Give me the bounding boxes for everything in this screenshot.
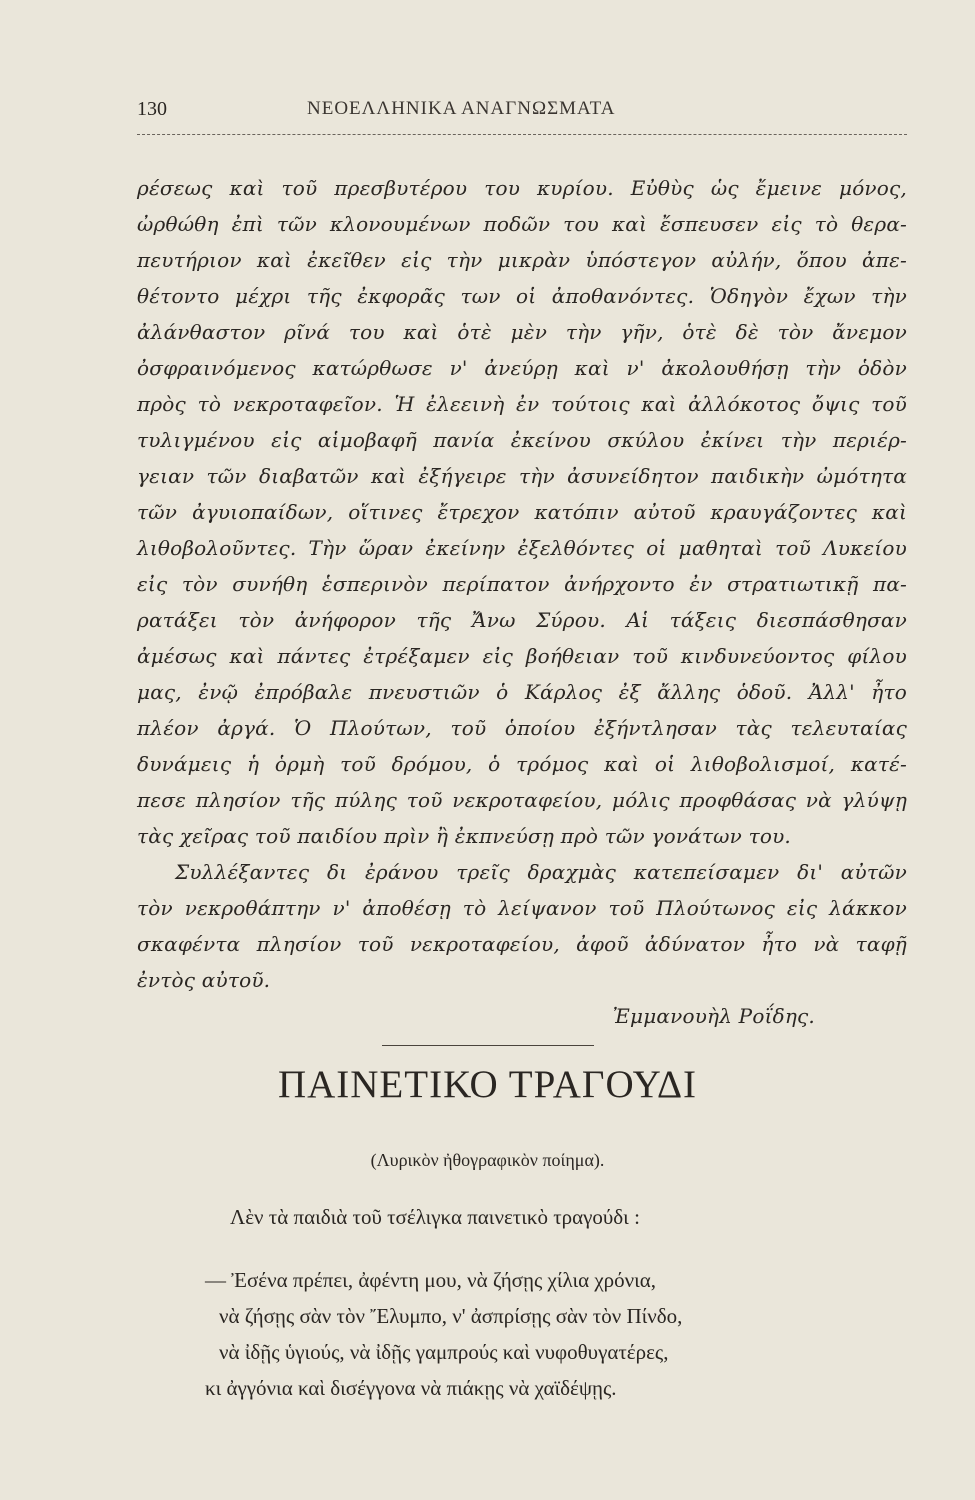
running-title: ΝΕΟΕΛΛΗΝΙΚΑ ΑΝΑΓΝΩΣΜΑΤΑ <box>307 98 616 119</box>
author-signature: Ἐμμανουὴλ Ροΐδης. <box>612 1004 815 1028</box>
poem-verse: — Ἐσένα πρέπει, ἀφέντη μου, νὰ ζήσῃς χίλια χρόνια, <box>205 1268 657 1292</box>
text-line: ὠρθώθη ἐπὶ τῶν κλονουμένων ποδῶν του καὶ ἔσπευσεν εἰς τὸ θερα- <box>137 212 907 236</box>
poem-title: ΠΑΙΝΕΤΙΚΟ ΤΡΑΓΟΥΔΙ <box>277 1063 698 1106</box>
poem-stanza <box>205 1262 682 1406</box>
text-line: σκαφέντα πλησίον τοῦ νεκροταφείου, ἀφοῦ ἀδύνατον ἦτο νὰ ταφῇ <box>137 932 907 956</box>
poem-verse: νὰ ἰδῇς ὑγιούς, νὰ ἰδῇς γαμπρούς καὶ νυφοθυγατέρες, <box>219 1340 669 1364</box>
text-line: Συλλέξαντες δι ἐράνου τρεῖς δραχμὰς κατεπείσαμεν δι' αὐτῶν <box>175 860 907 884</box>
text-line: τῶν ἀγυιοπαίδων, οἵτινες ἔτρεχον κατόπιν αὐτοῦ κραυγάζοντες καὶ <box>137 500 907 524</box>
poem-verse: νὰ ζήσῃς σὰν τὸν Ἔλυμπο, ν' ἀσπρίσῃς σὰν τὸν Πίνδο, <box>219 1304 683 1328</box>
text-line: πευτήριον καὶ ἐκεῖθεν εἰς τὴν μικρὰν ὑπόστεγον αὐλήν, ὅπου ἀπε- <box>137 248 907 272</box>
text-line: εἰς τὸν συνήθη ἑσπερινὸν περίπατον ἀνήρχοντο ἐν στρατιωτικῇ πα- <box>137 572 907 596</box>
text-line: ἐντὸς αὐτοῦ. <box>137 968 271 992</box>
page-number: 130 <box>137 98 167 120</box>
section-divider <box>382 1045 594 1046</box>
text-line: τὰς χεῖρας τοῦ παιδίου πρὶν ἢ ἐκπνεύσῃ πρὸ τῶν γονάτων του. <box>137 824 791 848</box>
poem-verse: κι ἀγγόνια καὶ δισέγγονα νὰ πιάκῃς νὰ χαϊδέψῃς. <box>205 1376 617 1400</box>
text-line: ρέσεως καὶ τοῦ πρεσβυτέρου του κυρίου. Εὐθὺς ὡς ἔμεινε μόνος, <box>137 176 907 200</box>
text-line: γειαν τῶν διαβατῶν καὶ ἐξήγειρε τὴν ἀσυνείδητον παιδικὴν ὠμότητα <box>137 464 907 488</box>
poem-intro-line: Λὲν τὰ παιδιὰ τοῦ τσέλιγκα παινετικὸ τραγούδι : <box>230 1205 640 1229</box>
text-line: θέτοντο μέχρι τῆς ἐκφορᾶς των οἱ ἀποθανόντες. Ὁδηγὸν ἔχων τὴν <box>137 284 907 308</box>
poem-subtitle: (Λυρικὸν ἠθογραφικὸν ποίημα). <box>370 1150 605 1170</box>
text-line: πλέον ἀργά. Ὁ Πλούτων, τοῦ ὁποίου ἐξήντλησαν τὰς τελευταίας <box>137 716 907 740</box>
text-line: πρὸς τὸ νεκροταφεῖον. Ἡ ἐλεεινὴ ἐν τούτοις καὶ ἀλλόκοτος ὄψις τοῦ <box>137 392 907 416</box>
text-line: ἀμέσως καὶ πάντες ἐτρέξαμεν εἰς βοήθειαν τοῦ κινδυνεύοντος φίλου <box>137 644 907 668</box>
text-line: τυλιγμένου εἰς αἱμοβαφῆ πανία ἐκείνου σκύλου ἐκίνει τὴν περιέρ- <box>137 428 907 452</box>
header-rule <box>137 134 907 135</box>
text-line: πεσε πλησίον τῆς πύλης τοῦ νεκροταφείου, μόλις προφθάσας νὰ γλύψῃ <box>137 788 907 812</box>
text-line: λιθοβολοῦντες. Τὴν ὥραν ἐκείνην ἐξελθόντες οἱ μαθηταὶ τοῦ Λυκείου <box>137 536 907 560</box>
text-line: δυνάμεις ἡ ὁρμὴ τοῦ δρόμου, ὁ τρόμος καὶ οἱ λιθοβολισμοί, κατέ- <box>137 752 907 776</box>
text-line: ὀσφραινόμενος κατώρθωσε ν' ἀνεύρῃ καὶ ν' ἀκολουθήσῃ τὴν ὁδὸν <box>137 356 907 380</box>
text-line: ἀλάνθαστον ρῖνά του καὶ ὁτὲ μὲν τὴν γῆν, ὁτὲ δὲ τὸν ἄνεμον <box>137 320 907 344</box>
text-line: τὸν νεκροθάπτην ν' ἀποθέσῃ τὸ λείψανον τοῦ Πλούτωνος εἰς λάκκον <box>137 896 907 920</box>
page-header <box>137 98 907 132</box>
prose-body <box>137 170 907 1034</box>
text-line: ρατάξει τὸν ἀνήφορον τῆς Ἄνω Σύρου. Αἱ τάξεις διεσπάσθησαν <box>137 608 907 632</box>
text-line: μας, ἐνῷ ἐπρόβαλε πνευστιῶν ὁ Κάρλος ἐξ ἄλλης ὁδοῦ. Ἀλλ' ἦτο <box>137 680 907 704</box>
